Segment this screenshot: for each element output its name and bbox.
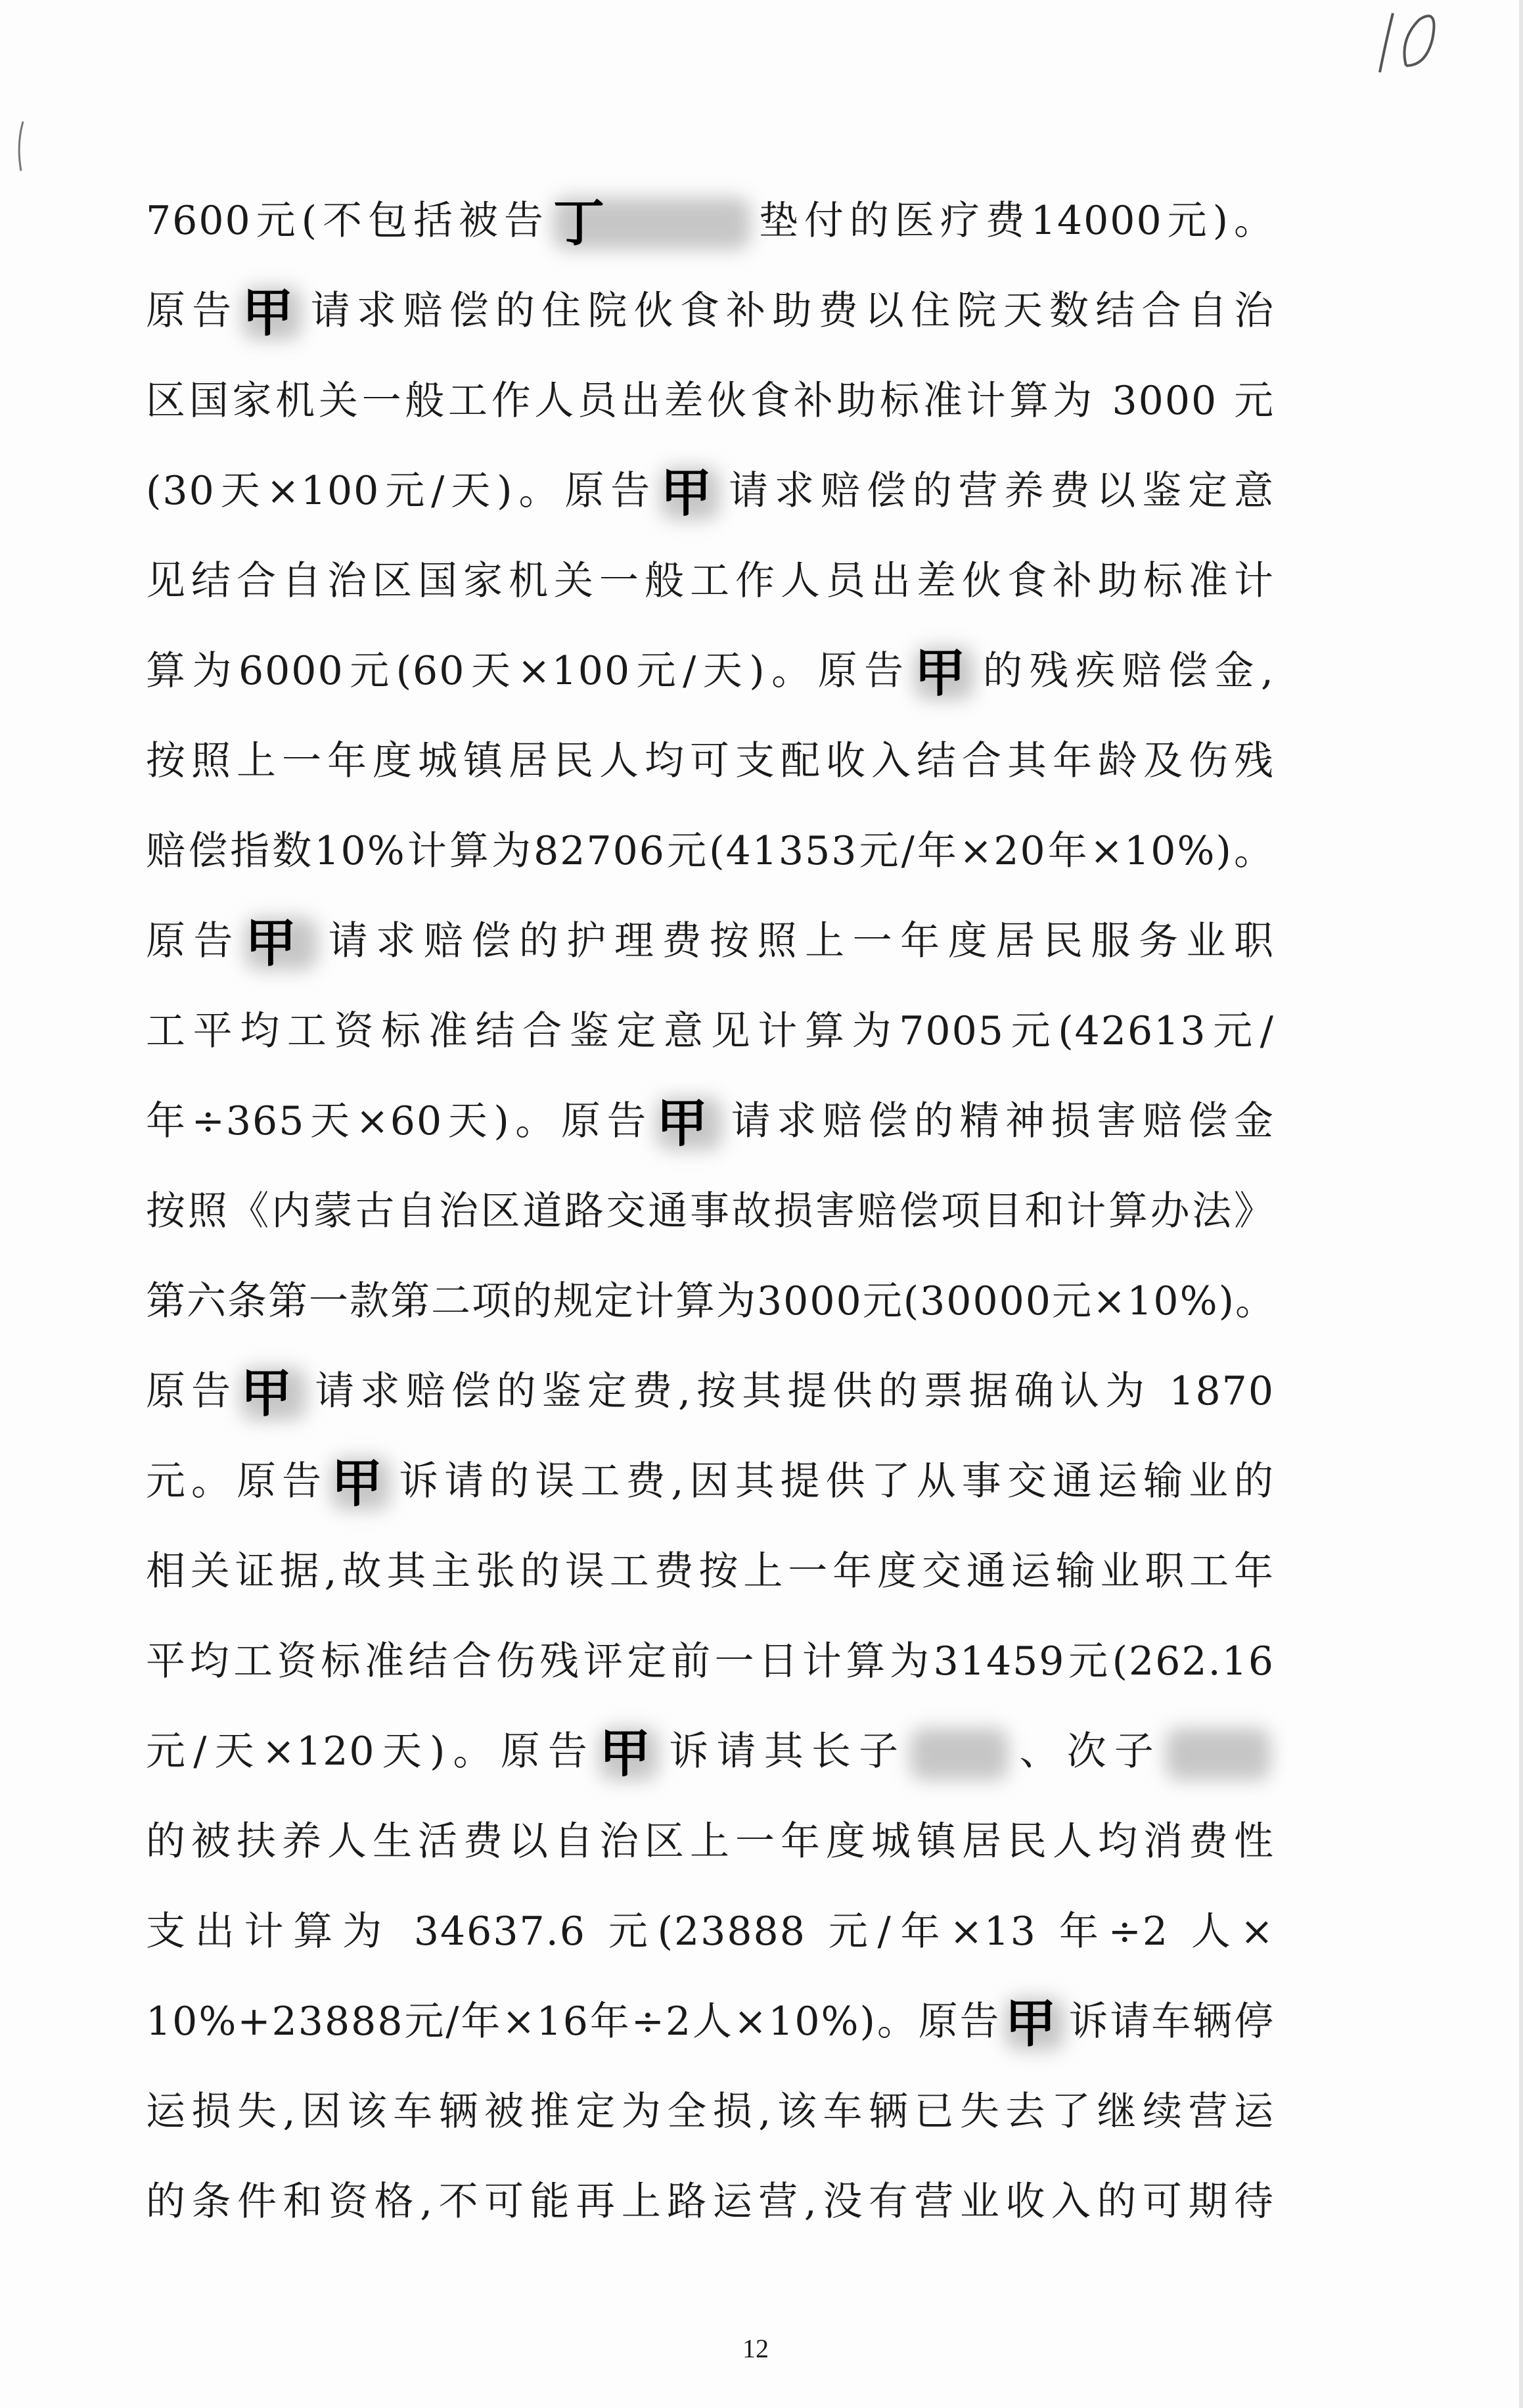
- scan-edge: [1519, 0, 1523, 2408]
- text-line: [146, 1527, 1275, 1617]
- party-label: 甲: [656, 1094, 710, 1154]
- text-line: [146, 986, 1275, 1077]
- text-line: [146, 1617, 1275, 1707]
- text-line: [146, 2157, 1275, 2247]
- text-line: [146, 1167, 1275, 1257]
- text-segment: 相关证据,故其主张的误工费按上一年度交通运输业职工年: [146, 1548, 1275, 1594]
- text-line: [146, 806, 1275, 896]
- party-label: 甲: [331, 1454, 384, 1514]
- redacted-name: [1166, 1728, 1271, 1780]
- redaction-blur: [1166, 1728, 1271, 1780]
- text-line: [146, 356, 1275, 446]
- handwritten-mark: [1367, 0, 1472, 79]
- margin-mark: [13, 118, 33, 177]
- text-segment: 请求赔偿的精神损害赔偿金: [726, 1098, 1275, 1144]
- text-segment: 的残疾赔偿金,: [977, 648, 1275, 694]
- text-segment: 诉请其长子: [662, 1728, 907, 1774]
- text-line: [146, 716, 1275, 806]
- party-label: 甲: [240, 1364, 294, 1424]
- text-segment: 运损失,因该车辆被推定为全损,该车辆已失去了继续营运: [146, 2089, 1275, 2135]
- redacted-name: [242, 284, 302, 344]
- text-segment: 算为6000元(60天×100元/天)。原告: [146, 648, 911, 694]
- text-segment: 诉请的误工费,因其提供了从事交通运输业的: [394, 1458, 1275, 1504]
- party-label: 丁: [553, 194, 606, 254]
- text-line: [146, 1887, 1275, 1977]
- text-segment: 按照《内蒙古自治区道路交通事故损害赔偿项目和计算办法》: [146, 1188, 1275, 1234]
- text-line: [146, 266, 1275, 356]
- text-line: [146, 1347, 1275, 1437]
- text-line: [146, 1797, 1275, 1887]
- page-number: 12: [742, 2334, 769, 2363]
- party-label: 甲: [245, 914, 298, 974]
- redacted-name: [553, 194, 750, 254]
- text-segment: 请求赔偿的住院伙食补助费以住院天数结合自治: [305, 288, 1275, 334]
- text-segment: 按照上一年度城镇居民人均可支配收入结合其年龄及伤残: [146, 738, 1275, 784]
- redacted-name: [599, 1725, 658, 1784]
- text-segment: 赔偿指数10%计算为82706元(41353元/年×20年×10%)。: [146, 828, 1275, 874]
- text-segment: 原告: [146, 1368, 237, 1414]
- redacted-name: [656, 1094, 722, 1154]
- text-segment: (30天×100元/天)。原告: [146, 468, 657, 514]
- text-segment: 垫付的医疗费14000元)。: [754, 198, 1275, 244]
- text-line: [146, 1257, 1275, 1347]
- redacted-name: [245, 914, 317, 974]
- text-line: [146, 2067, 1275, 2157]
- text-line: [146, 446, 1275, 536]
- party-label: 甲: [242, 284, 295, 344]
- redacted-name: [910, 1728, 1009, 1780]
- text-segment: 元/天×120天)。原告: [146, 1728, 596, 1774]
- text-segment: 原告: [146, 918, 242, 964]
- redacted-name: [240, 1364, 306, 1424]
- party-label: 甲: [914, 644, 967, 704]
- text-segment: 诉请车辆停: [1068, 1999, 1275, 2045]
- redacted-name: [331, 1454, 390, 1514]
- text-line: [146, 1437, 1275, 1527]
- redaction-blur: [910, 1728, 1009, 1780]
- text-segment: 的条件和资格,不可能再上路运营,没有营业收入的可期待: [146, 2179, 1275, 2225]
- party-label: 甲: [599, 1725, 652, 1784]
- redacted-name: [1005, 1995, 1064, 2054]
- party-label: 甲: [1005, 1995, 1058, 2054]
- text-segment: 支出计算为 34637.6 元(23888 元/年×13 年÷2 人×: [146, 1909, 1275, 1955]
- text-line: [146, 536, 1275, 626]
- text-segment: 工平均工资标准结合鉴定意见计算为7005元(42613元/: [146, 1008, 1275, 1054]
- redacted-name: [914, 644, 974, 704]
- text-segment: 、次子: [1012, 1728, 1162, 1774]
- text-segment: 的被扶养人生活费以自治区上一年度城镇居民人均消费性: [146, 1818, 1275, 1864]
- text-line: [146, 626, 1275, 716]
- text-segment: 年÷365天×60天)。原告: [146, 1098, 653, 1144]
- text-segment: 平均工资标准结合伤残评定前一日计算为31459元(262.16: [146, 1638, 1275, 1684]
- redacted-name: [660, 464, 719, 524]
- text-segment: 请求赔偿的护理费按照上一年度居民服务业职: [321, 918, 1275, 964]
- text-line: [146, 896, 1275, 986]
- text-segment: 请求赔偿的营养费以鉴定意: [723, 468, 1275, 514]
- text-segment: 见结合自治区国家机关一般工作人员出差伙食补助标准计: [146, 558, 1275, 604]
- text-line: [146, 176, 1275, 266]
- text-segment: 请求赔偿的鉴定费,按其提供的票据确认为 1870: [310, 1368, 1275, 1414]
- text-segment: 10%+23888元/年×16年÷2人×10%)。原告: [146, 1999, 1001, 2045]
- document-body: [146, 176, 1275, 2247]
- text-segment: 第六条第一款第二项的规定计算为3000元(30000元×10%)。: [146, 1278, 1277, 1324]
- party-label: 甲: [660, 464, 714, 524]
- text-segment: 区国家机关一般工作人员出差伙食补助标准计算为 3000 元: [146, 378, 1275, 424]
- text-segment: 元。原告: [146, 1458, 328, 1504]
- text-segment: 原告: [146, 288, 239, 334]
- text-line: [146, 1977, 1275, 2067]
- text-segment: 7600元(不包括被告: [146, 198, 549, 244]
- text-line: [146, 1707, 1275, 1797]
- text-line: [146, 1077, 1275, 1167]
